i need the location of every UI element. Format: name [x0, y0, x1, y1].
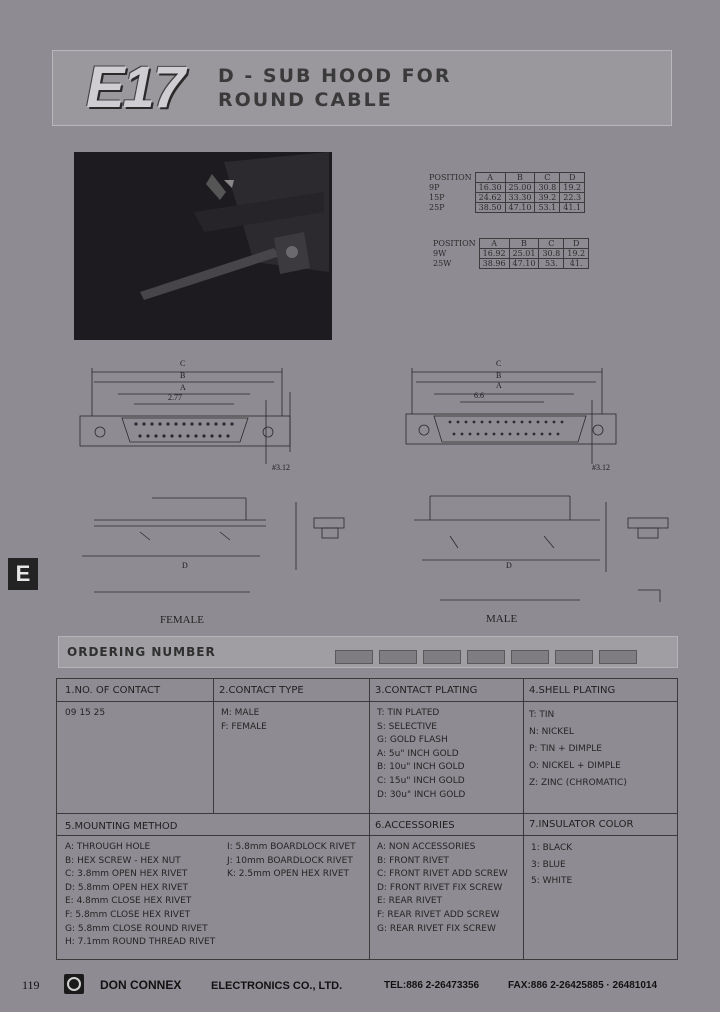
table-header-cell: POSITION	[433, 239, 476, 248]
mounting-method-list-1	[65, 841, 215, 950]
table-row	[426, 183, 585, 193]
table-cell: 25.01	[509, 249, 539, 259]
table-cell: 16.30	[475, 183, 505, 193]
list-item: B: HEX SCREW - HEX NUT	[65, 855, 181, 866]
list-item: B: FRONT RIVET	[377, 855, 449, 866]
grid-divider	[369, 679, 370, 959]
product-logo: E17	[86, 55, 184, 120]
dim-66: 6.6	[474, 391, 484, 400]
list-item: C: FRONT RIVET ADD SCREW	[377, 869, 508, 880]
product-title-line2: ROUND CABLE	[218, 89, 393, 111]
accessories-title: 6.ACCESSORIES	[375, 820, 455, 831]
side-views	[82, 496, 668, 602]
table-cell: 38.96	[479, 259, 509, 269]
male-front-view	[406, 368, 616, 464]
list-item: F: 5.8mm CLOSE HEX RIVET	[65, 909, 191, 920]
company-tel: TEL:886 2-26473356	[384, 980, 480, 991]
female-label: FEMALE	[160, 614, 204, 626]
ordering-number-bar	[58, 636, 678, 668]
dim-hole-female: #3.12	[272, 463, 290, 472]
product-photo	[74, 152, 332, 340]
table-row	[430, 249, 589, 259]
order-code-box	[467, 650, 505, 664]
table-cell: 22.3	[560, 193, 585, 203]
accessories-list	[377, 841, 508, 936]
product-title-line1: D - SUB HOOD FOR	[218, 65, 452, 87]
company-name: DON CONNEX	[100, 978, 182, 992]
list-item: M: MALE	[221, 708, 260, 718]
list-item: G: 5.8mm CLOSE ROUND RIVET	[65, 923, 208, 934]
contact-count-title: 1.NO. OF CONTACT	[65, 685, 161, 696]
contact-count-list	[65, 707, 105, 721]
company-suffix: ELECTRONICS CO., LTD.	[211, 980, 343, 992]
company-logo-icon	[64, 974, 84, 994]
list-item: G: REAR RIVET FIX SCREW	[377, 923, 496, 934]
list-item: C: 3.8mm OPEN HEX RIVET	[65, 869, 188, 880]
dim-d-female: D	[182, 561, 188, 570]
dim-hole-male: #3.12	[592, 463, 610, 472]
order-code-box	[599, 650, 637, 664]
order-code-box	[511, 650, 549, 664]
insulator-color-list	[531, 840, 572, 890]
list-item: 1: BLACK	[531, 843, 573, 853]
table-cell: 24.62	[475, 193, 505, 203]
order-code-box	[423, 650, 461, 664]
list-item: 5: WHITE	[531, 876, 573, 886]
table-header-row	[426, 173, 585, 183]
table-cell: 9W	[433, 249, 447, 258]
product-photo-image	[74, 152, 332, 340]
table-row	[426, 193, 585, 203]
list-item: A: THROUGH HOLE	[65, 842, 151, 852]
table-cell: 9P	[429, 183, 440, 192]
list-item: J: 10mm BOARDLOCK RIVET	[227, 855, 353, 866]
table-cell: 25P	[429, 203, 445, 212]
table-cell: 41.	[564, 259, 589, 269]
dim-c-male: C	[496, 359, 502, 368]
table-cell: 25.00	[505, 183, 535, 193]
dim-277: 2.77	[168, 393, 182, 402]
list-item: B: 10u" INCH GOLD	[377, 762, 465, 773]
order-code-box	[335, 650, 373, 664]
table-cell: 38.50	[475, 203, 505, 213]
list-item: A: NON ACCESSORIES	[377, 842, 476, 852]
contact-plating-title: 3.CONTACT PLATING	[375, 685, 478, 696]
dim-c-female: C	[180, 359, 186, 368]
table-header-row	[430, 239, 589, 249]
table-cell: 33.30	[505, 193, 535, 203]
table-cell: 25W	[433, 259, 452, 268]
dimension-labels	[168, 359, 610, 570]
male-label: MALE	[486, 613, 518, 625]
dim-d-male: D	[506, 561, 512, 570]
table-cell: 30.8	[535, 183, 560, 193]
table-cell: 19.2	[560, 183, 585, 193]
table-cell: 53.	[539, 259, 564, 269]
table-header-cell: D	[564, 239, 589, 249]
insulator-color-title: 7.INSULATOR COLOR	[529, 819, 634, 830]
table-cell: 41.1	[560, 203, 585, 213]
contact-type-title: 2.CONTACT TYPE	[219, 685, 304, 696]
product-title	[218, 64, 451, 112]
list-item: T: TIN	[529, 710, 555, 720]
ordering-options-grid	[56, 678, 678, 960]
table-row	[426, 203, 585, 213]
list-item: O: NICKEL + DIMPLE	[529, 761, 621, 771]
contact-type-list	[221, 707, 267, 734]
page-number: 119	[22, 978, 40, 992]
table-cell: 53.1	[535, 203, 560, 213]
list-item: D: 30u" INCH GOLD	[377, 789, 466, 800]
order-code-box	[555, 650, 593, 664]
company-fax: FAX:886 2-26425885 · 26481014	[508, 980, 658, 991]
list-item: S: SELECTIVE	[377, 721, 437, 732]
list-item: N: NICKEL	[529, 727, 574, 737]
table-header-cell: C	[539, 239, 564, 249]
dimension-table-1	[426, 172, 585, 213]
list-item: F: REAR RIVET ADD SCREW	[377, 909, 500, 920]
table-header-cell: B	[505, 173, 535, 183]
list-item: A: 5u" INCH GOLD	[377, 748, 459, 759]
contact-plating-list	[377, 707, 465, 802]
list-item: D: FRONT RIVET FIX SCREW	[377, 882, 503, 893]
table-cell: 30.8	[539, 249, 564, 259]
grid-divider	[523, 679, 524, 959]
order-code-box	[379, 650, 417, 664]
dimension-table-2	[430, 238, 589, 269]
list-item: K: 2.5mm OPEN HEX RIVET	[227, 869, 350, 880]
table-cell: 15P	[429, 193, 445, 202]
dim-b-male: B	[496, 371, 502, 380]
grid-divider	[57, 813, 677, 814]
list-item: E: 4.8mm CLOSE HEX RIVET	[65, 896, 192, 907]
dim-a-female: A	[180, 383, 186, 392]
list-item: E: REAR RIVET	[377, 896, 443, 907]
list-item: D: 5.8mm OPEN HEX RIVET	[65, 882, 189, 893]
grid-divider	[57, 835, 677, 836]
list-item: H: 7.1mm ROUND THREAD RIVET	[65, 937, 216, 948]
list-item: F: FEMALE	[221, 721, 267, 732]
section-tab: E	[8, 558, 38, 590]
female-pin-row	[134, 422, 233, 437]
dim-b-female: B	[180, 371, 186, 380]
shell-plating-list	[529, 707, 627, 792]
list-item: T: TIN PLATED	[377, 708, 440, 718]
table-header-cell: C	[535, 173, 560, 183]
table-cell: 47.10	[509, 259, 539, 269]
shell-plating-title: 4.SHELL PLATING	[529, 685, 616, 696]
list-item: 09 15 25	[65, 708, 106, 718]
list-item: G: GOLD FLASH	[377, 735, 448, 746]
table-cell: 47.10	[505, 203, 535, 213]
table-header-cell: A	[479, 239, 509, 249]
table-cell: 39.2	[535, 193, 560, 203]
grid-divider	[57, 701, 677, 702]
list-item: 3: BLUE	[531, 859, 566, 870]
table-header-cell: B	[509, 239, 539, 249]
table-header-cell: D	[560, 173, 585, 183]
table-cell: 19.2	[564, 249, 589, 259]
male-pin-row	[449, 421, 564, 436]
list-item: Z: ZINC (CHROMATIC)	[529, 778, 627, 788]
table-header-cell: A	[475, 173, 505, 183]
list-item: P: TIN + DIMPLE	[529, 744, 602, 754]
dim-a-male: A	[496, 381, 502, 390]
mounting-method-title: 5.MOUNTING METHOD	[65, 821, 178, 832]
table-header-cell: POSITION	[429, 173, 472, 182]
ordering-title: ORDERING NUMBER	[67, 645, 216, 659]
table-row	[430, 259, 589, 269]
list-item: I: 5.8mm BOARDLOCK RIVET	[227, 842, 356, 852]
table-cell: 16.92	[479, 249, 509, 259]
list-item: C: 15u" INCH GOLD	[377, 775, 465, 786]
technical-drawings	[60, 352, 680, 622]
grid-divider	[213, 679, 214, 813]
mounting-method-list-2	[227, 841, 356, 882]
